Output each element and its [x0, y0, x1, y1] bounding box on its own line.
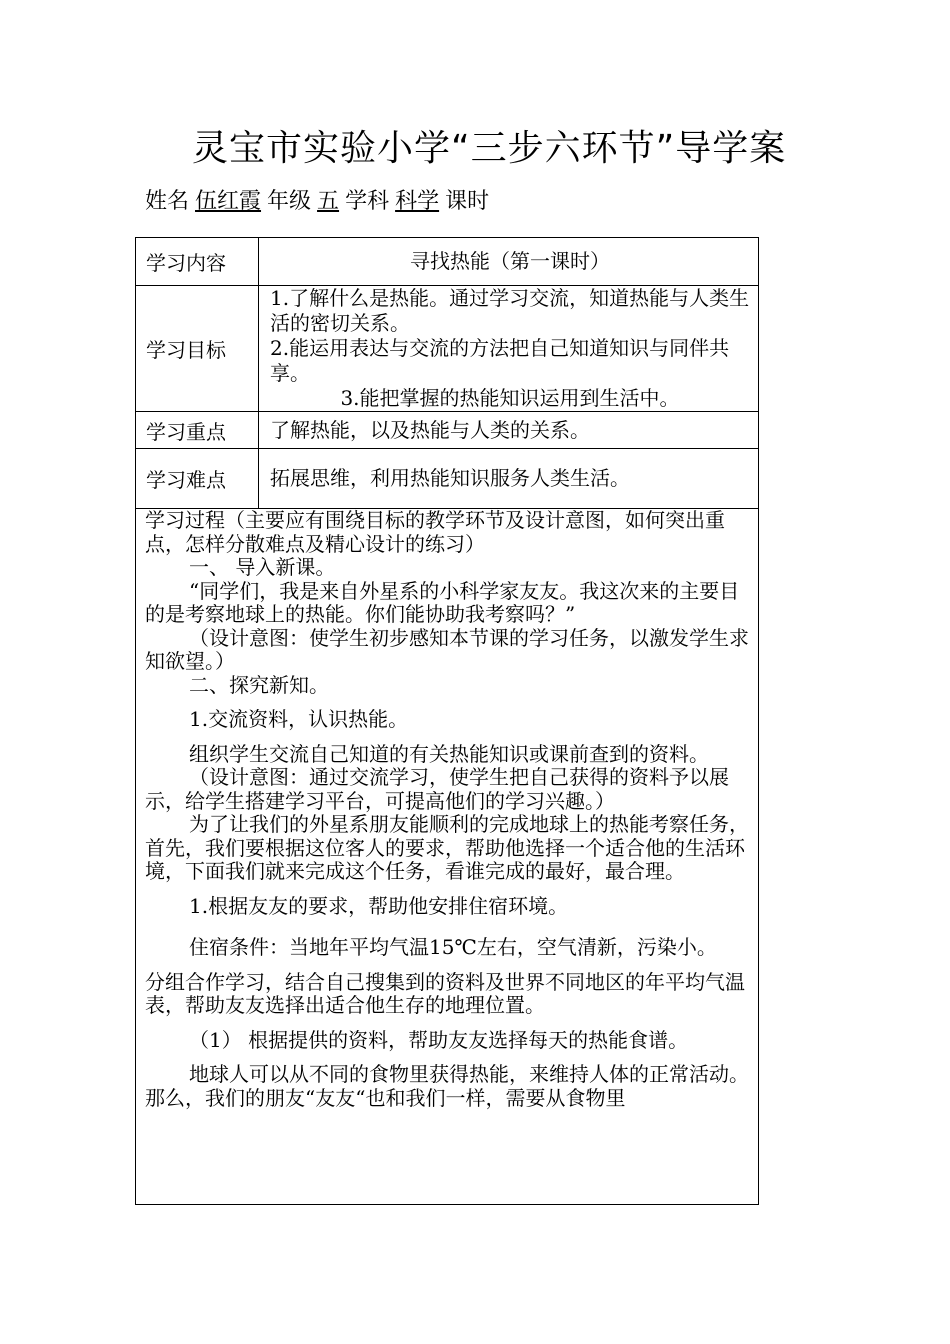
page-title: 灵宝市实验小学“三步六环节”导学案: [192, 128, 787, 169]
period-value: [495, 189, 515, 214]
process-paragraph: 地球人可以从不同的食物里获得热能，来维持人体的正常活动。那么，我们的朋友“友友“也和我们一样，需要从食物里: [145, 1062, 749, 1110]
goal-item: 1.了解什么是热能。通过学习交流，知道热能与人类生活的密切关系。: [270, 286, 750, 335]
content-value: 寻找热能（第一课时）: [410, 249, 610, 273]
difficulty-value: 拓展思维，利用热能知识服务人类生活。: [270, 466, 630, 490]
key-label: 学习重点: [136, 412, 259, 448]
row-key: [136, 412, 758, 449]
row-content: [136, 238, 758, 286]
grade-label: 年级: [267, 189, 312, 214]
process-paragraph: （设计意图：使学生初步感知本节课的学习任务，以激发学生求知欲望。）: [145, 625, 749, 673]
meta-line: [145, 184, 515, 215]
process-heading: 学习过程（主要应有围绕目标的教学环节及设计意图，如何突出重点，怎样分散难点及精心设计的练习）: [145, 508, 725, 556]
process-paragraph: 组织学生交流自己知道的有关热能知识或课前查到的资料。: [189, 741, 709, 766]
name-value: 伍红霞: [195, 189, 262, 214]
goal-item: 3.能把掌握的热能知识运用到生活中。: [340, 386, 680, 410]
subject-value: 科学: [395, 189, 440, 214]
process-paragraph: 二、探究新知。: [189, 672, 329, 697]
process-section: [136, 509, 758, 1204]
subject-label: 学科: [345, 189, 390, 214]
process-paragraph: 1.根据友友的要求，帮助他安排住宿环境。: [189, 893, 569, 918]
goal-item: 2.能运用表达与交流的方法把自己知道知识与同伴共享。: [270, 336, 730, 385]
name-label: 姓名: [145, 189, 190, 214]
process-paragraph: （1） 根据提供的资料，帮助友友选择每天的热能食谱。: [189, 1027, 689, 1052]
process-paragraph: “同学们，我是来自外星系的小科学家友友。我这次来的主要目的是考察地球上的热能。你们能协助我考察吗？”: [145, 578, 740, 626]
process-paragraph: （设计意图：通过交流学习，使学生把自己获得的资料予以展示，给学生搭建学习平台，可提高他们的学习兴趣。）: [145, 765, 729, 813]
goals-list: [259, 286, 758, 411]
process-paragraph: 住宿条件：当地年平均气温15℃左右，空气清新，污染小。: [189, 935, 717, 959]
grade-value: 五: [317, 189, 340, 214]
difficulty-label: 学习难点: [136, 449, 259, 508]
process-paragraph: 一、 导入新课。: [189, 555, 336, 579]
goals-label: 学习目标: [136, 286, 259, 411]
process-paragraph: 为了让我们的外星系朋友能顺利的完成地球上的热能考察任务，首先，我们要根据这位客人的要求，帮助他选择一个适合他的生活环境，下面我们就来完成这个任务，看谁完成的最好，最合理。: [145, 812, 749, 883]
period-label: 课时: [445, 189, 490, 214]
lesson-table: [135, 237, 759, 1205]
row-goals: [136, 286, 758, 412]
row-difficulty: [136, 449, 758, 509]
process-paragraph: 分组合作学习，结合自己搜集到的资料及世界不同地区的年平均气温表，帮助友友选择出适合他生存的地理位置。: [145, 969, 745, 1017]
process-paragraph: 1.交流资料，认识热能。: [189, 707, 409, 731]
content-label: 学习内容: [136, 238, 259, 285]
key-value: 了解热能，以及热能与人类的关系。: [270, 417, 590, 442]
